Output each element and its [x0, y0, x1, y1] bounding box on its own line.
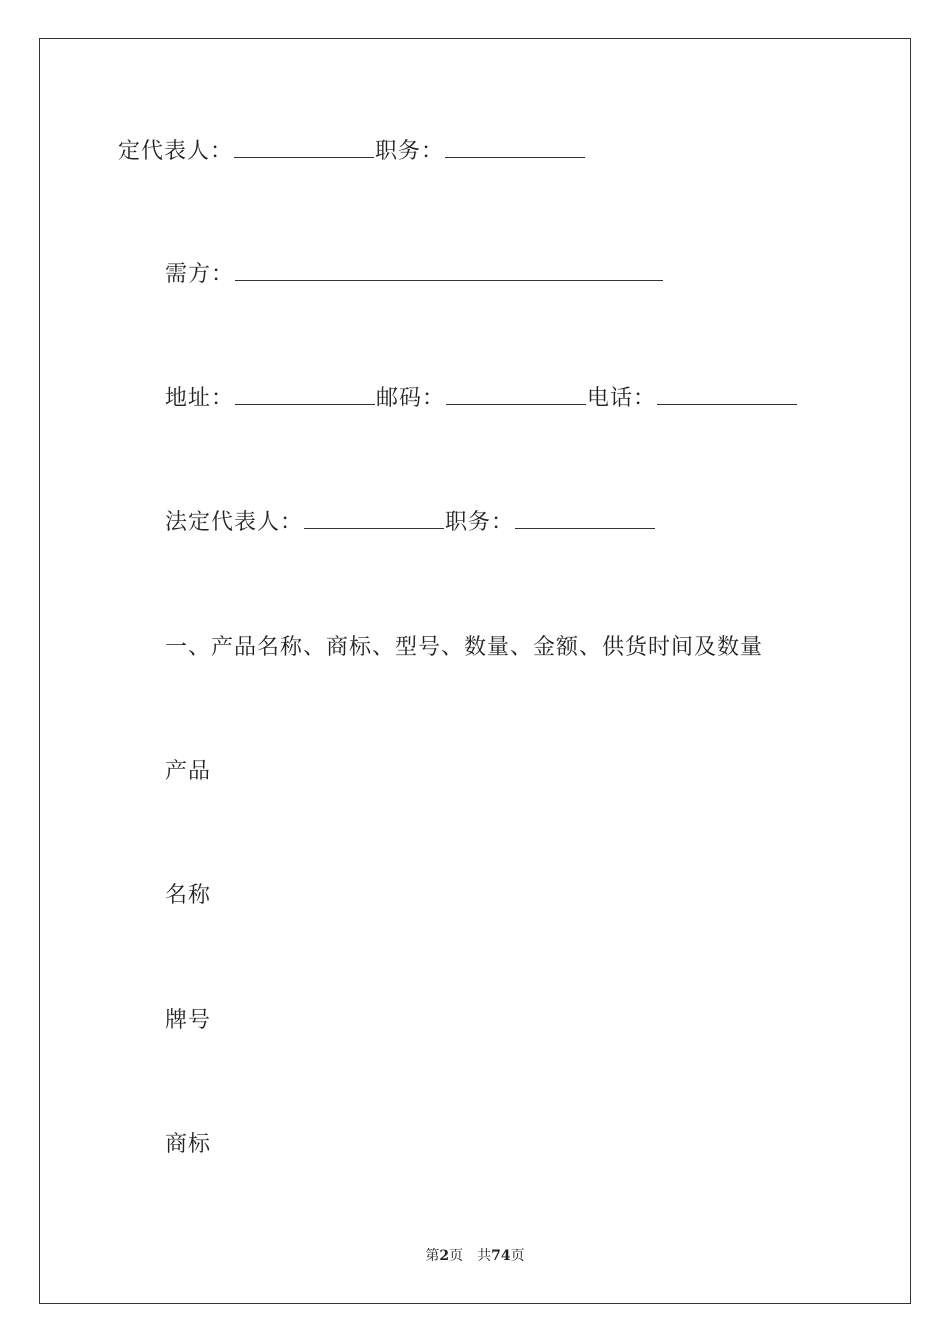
page-suffix: 页 — [449, 1248, 464, 1264]
total-suffix: 页 — [510, 1248, 525, 1264]
position-blank — [445, 137, 585, 158]
address-blank — [235, 384, 375, 405]
address-label: 地址： — [165, 386, 235, 411]
legal-rep-label-2: 法定代表人： — [165, 510, 304, 535]
address-line — [165, 384, 798, 414]
postcode-blank — [446, 384, 586, 405]
item-product: 产品 — [165, 759, 212, 784]
section-heading: 一、产品名称、商标、型号、数量、金额、供货时间及数量 — [165, 635, 764, 660]
buyer-line — [165, 260, 664, 290]
legal-rep-blank — [234, 137, 374, 158]
total-prefix: 共 — [477, 1248, 492, 1264]
item-trademark: 商标 — [165, 1132, 212, 1157]
phone-label: 电话： — [587, 386, 657, 411]
position-blank-2 — [515, 508, 655, 529]
page-prefix: 第 — [425, 1248, 440, 1264]
postcode-label: 邮码： — [376, 386, 446, 411]
position-label: 职务： — [375, 139, 445, 164]
page-footer — [0, 1246, 950, 1266]
buyer-blank — [235, 260, 663, 281]
buyer-label: 需方： — [165, 262, 235, 287]
legal-rep-line-2 — [165, 508, 656, 538]
page-border — [39, 38, 911, 1304]
total-pages: 74 — [491, 1248, 511, 1264]
item-brand-number: 牌号 — [165, 1008, 212, 1033]
legal-rep-line — [118, 137, 586, 167]
item-name: 名称 — [165, 883, 212, 908]
page-number: 2 — [439, 1248, 450, 1264]
phone-blank — [657, 384, 797, 405]
legal-rep-blank-2 — [304, 508, 444, 529]
legal-rep-label: 定代表人： — [118, 139, 234, 164]
position-label-2: 职务： — [445, 510, 515, 535]
